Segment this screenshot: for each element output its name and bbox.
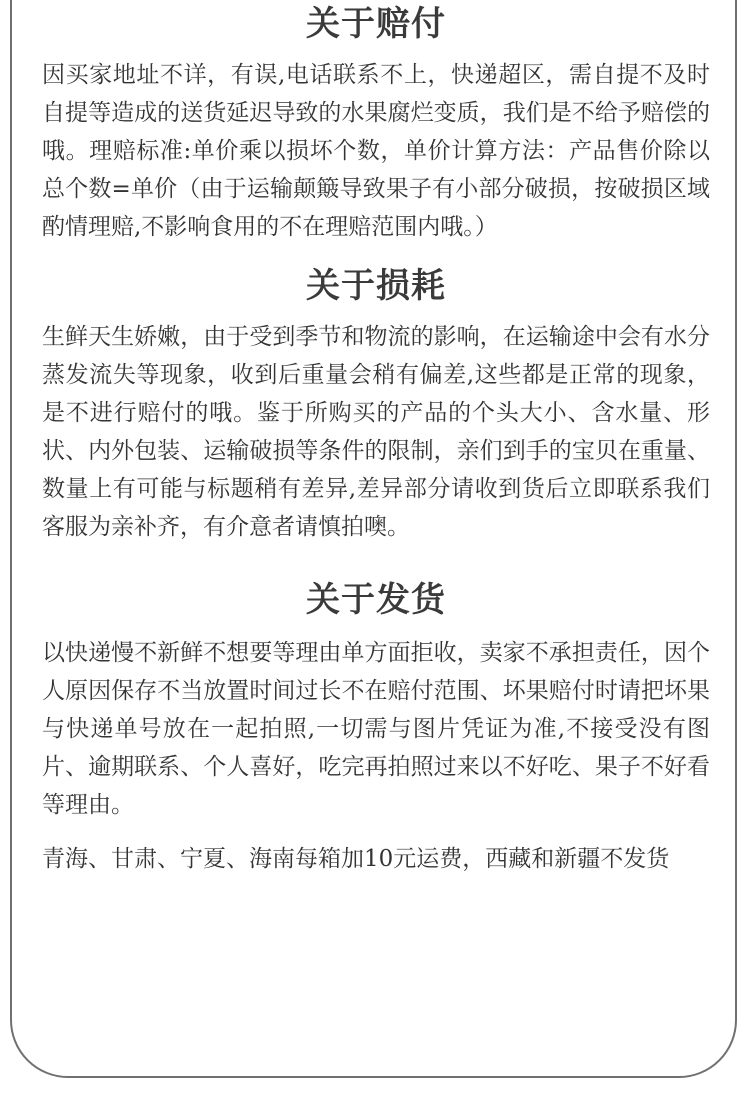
compensation-heading: 关于赔付 [306, 4, 446, 44]
policy-content [42, 0, 710, 878]
loss-heading: 关于损耗 [306, 266, 446, 306]
loss-text: 生鲜天生娇嫩，由于受到季节和物流的影响，在运输途中会有水分蒸发流失等现象，收到后重量会稍有偏差,这些都是正常的现象，是不进行赔付的哦。鉴于所购买的产品的个头大小、含水量、形状、内外包装、运输破损等条件的限制，亲们到手的宝贝在重量、数量上有可能与标题稍有差异,差异部分请收到货后立即联系我们客服为亲补齐，有介意者请慎拍噢。 [42, 324, 710, 540]
shipping-region-note: 青海、甘肃、宁夏、海南每箱加10元运费，西藏和新疆不发货 [42, 846, 670, 872]
compensation-text: 因买家地址不详，有误,电话联系不上，快递超区，需自提不及时自提等造成的送货延迟导致的水果腐烂变质，我们是不给予赔偿的哦。理赔标准:单价乘以损坏个数，单价计算方法：产品售价除以总个数=单价（由于运输颠簸导致果子有小部分破损，按破损区域酌情理赔,不影响食用的不在理赔范围内哦。） [42, 62, 710, 240]
shipping-text: 以快递慢不新鲜不想要等理由单方面拒收，卖家不承担责任，因个人原因保存不当放置时间过长不在赔付范围、坏果赔付时请把坏果与快递单号放在一起拍照,一切需与图片凭证为准,不接受没有图片、逾期联系、个人喜好，吃完再拍照过来以不好吃、果子不好看等理由。 [42, 640, 710, 818]
shipping-heading: 关于发货 [306, 580, 446, 620]
